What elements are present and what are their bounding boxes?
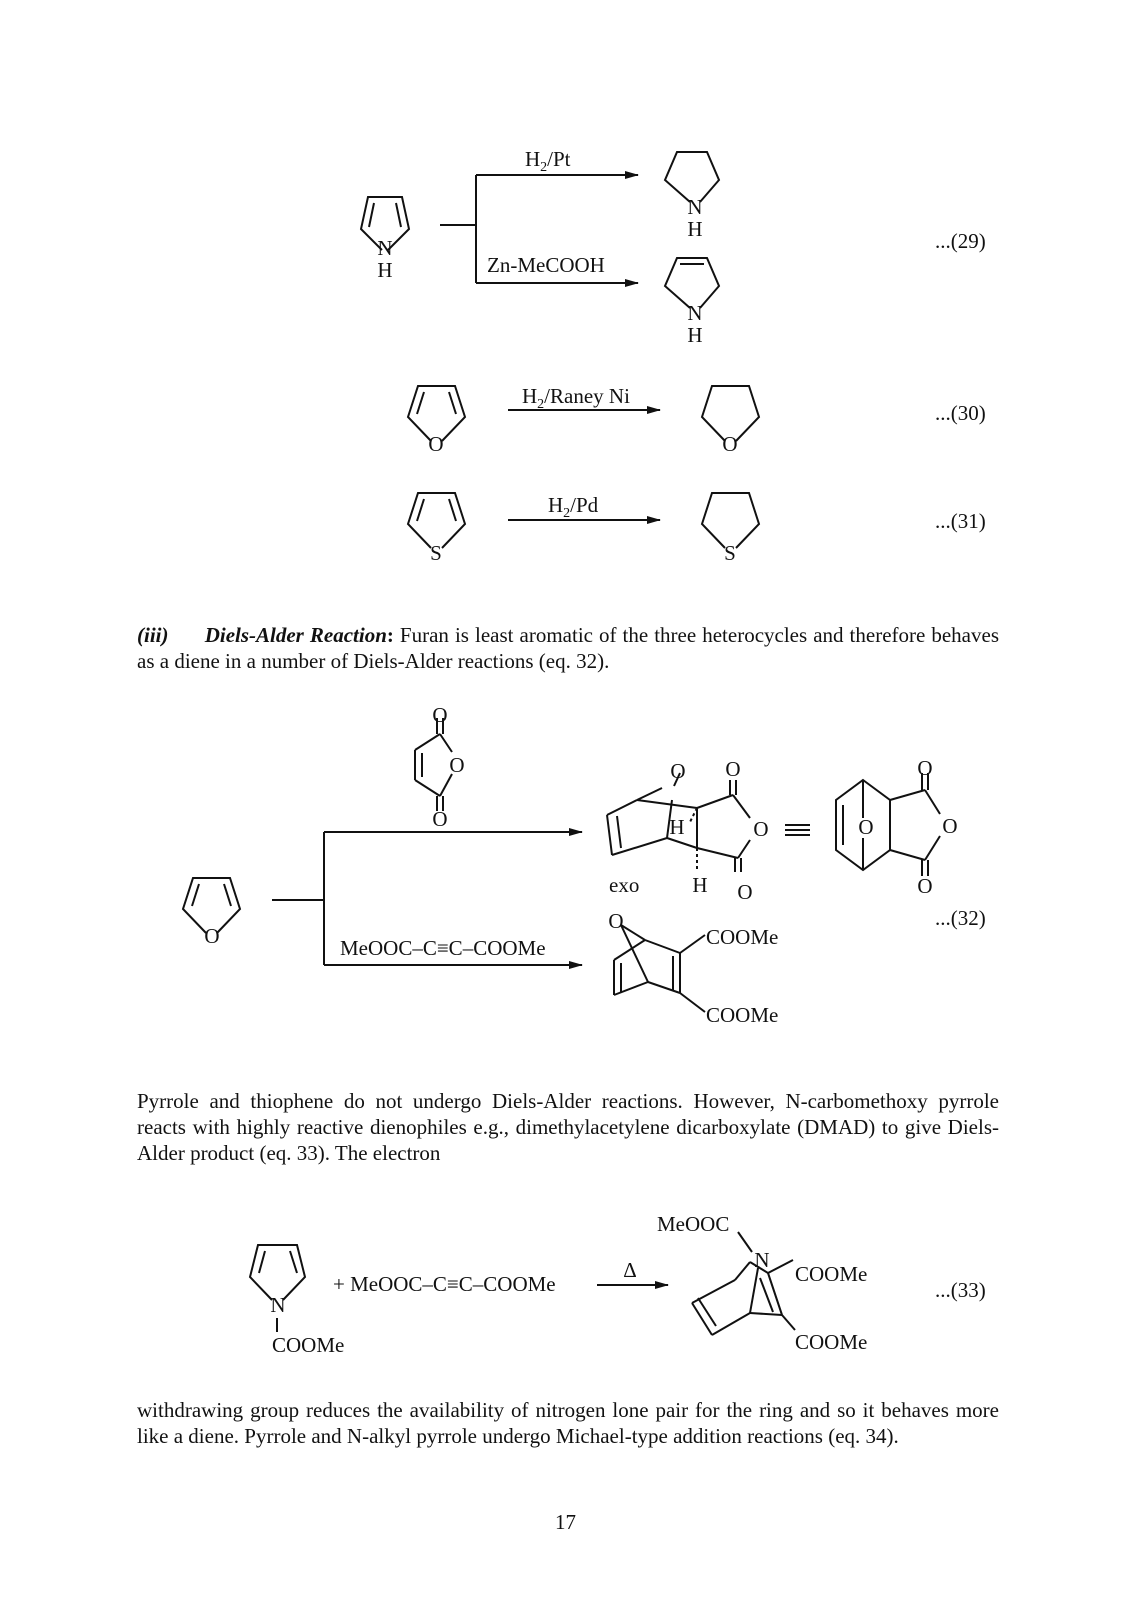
eq32-alt-o-bridge: O: [858, 815, 874, 839]
section-title: Diels-Alder Reaction: [204, 623, 387, 647]
section-colon: :: [386, 623, 394, 647]
eq30-thf-o: O: [722, 432, 738, 456]
eq32-ma-o-ring: O: [449, 753, 465, 777]
eq29-product1-n: N: [687, 195, 703, 219]
eq32-exo-h1: H: [669, 815, 685, 839]
eq33-adduct: [692, 1232, 795, 1335]
eq32-dmad-coome-top: COOMe: [706, 925, 779, 949]
eq33-n-label: N: [270, 1293, 286, 1317]
eq32-alt-o-bottom: O: [917, 874, 933, 898]
eq30-label: ...(30): [935, 401, 986, 425]
eq31-thiophene-s: S: [430, 541, 442, 565]
eq33-coome-substituent: COOMe: [272, 1333, 345, 1357]
section-number: (iii): [137, 623, 169, 647]
eq29-n-label: N: [377, 236, 393, 260]
paragraph-2: Pyrrole and thiophene do not undergo Diels-Alder reactions. However, N-carbomethoxy pyrrole reacts with highly reactive dienophiles e.g., dimethylacetylene dicarboxylate (DMAD) to give Diels-Alder product (eq. 33). The electron: [137, 1089, 999, 1165]
page-number: 17: [555, 1510, 576, 1534]
eq32-exo-o-bridge: O: [670, 759, 686, 783]
eq32-maleic-anhydride: [415, 718, 452, 811]
paragraph-3: withdrawing group reduces the availability of nitrogen lone pair for the ring and so it behaves more like a diene. Pyrrole and N-alkyl pyrrole undergo Michael-type addition reactions (eq. 34).: [137, 1398, 999, 1448]
eq33-meooc: MeOOC: [657, 1212, 730, 1236]
eq31-thiolane-s: S: [724, 541, 736, 565]
eq29-product2-h: H: [687, 323, 703, 347]
eq32-exo-o-top: O: [725, 757, 741, 781]
eq33-bridge-n: N: [754, 1248, 770, 1272]
eq29-reagent-top: $H_2/Pt$: [525, 147, 571, 175]
eq29-reagent-bottom: Zn-MeCOOH: [487, 253, 605, 277]
eq30-reagent: $H_2$/Raney Ni: [522, 384, 630, 412]
eq32-ma-o-top: O: [432, 703, 448, 727]
eq32-exo-label: exo: [609, 873, 640, 897]
eq32-dmad-adduct: [614, 925, 705, 1012]
eq32-exo-o-bottom: O: [737, 880, 753, 904]
eq32-exo-o-ring: O: [753, 817, 769, 841]
eq31-thiolane: [702, 493, 759, 548]
section-iii-paragraph: [137, 622, 999, 674]
eq29-product1-h: H: [687, 217, 703, 241]
eq29-h-label: H: [377, 258, 393, 282]
eq32-alt-o-top: O: [917, 756, 933, 780]
eq30-furan-o: O: [428, 432, 444, 456]
eq33-delta: Δ: [623, 1258, 637, 1282]
eq32-furan-o: O: [204, 924, 220, 948]
eq33-coome-bottom: COOMe: [795, 1330, 868, 1354]
section-body: Furan is least aromatic of the three heterocycles and therefore behaves as a diene in a number of Diels-Alder reactions (eq. 32).: [137, 623, 999, 673]
eq32-ma-o-bottom: O: [432, 807, 448, 831]
eq33-plus-reagent: + MeOOC–C≡C–COOMe: [333, 1272, 556, 1296]
eq29-label: ...(29): [935, 229, 986, 253]
eq32-alt-o-ring: O: [942, 814, 958, 838]
eq29-product2-n: N: [687, 301, 703, 325]
eq32-exo-adduct-alt: [836, 773, 940, 876]
eq31-label: ...(31): [935, 509, 986, 533]
eq33-n-carbomethoxy-pyrrole: [250, 1245, 305, 1332]
eq32-exo-h2: H: [692, 873, 708, 897]
eq31-reagent: $H_2/Pd$: [548, 493, 599, 521]
eq33-coome-top: COOMe: [795, 1262, 868, 1286]
eq31-thiophene: [408, 493, 465, 548]
eq32-dmad-o: O: [608, 909, 624, 933]
eq32-reagent-bottom: MeOOC–C≡C–COOMe: [340, 936, 546, 960]
eq32-label: ...(32): [935, 906, 986, 930]
eq33-label: ...(33): [935, 1278, 986, 1302]
eq32-dmad-coome-bottom: COOMe: [706, 1003, 779, 1027]
